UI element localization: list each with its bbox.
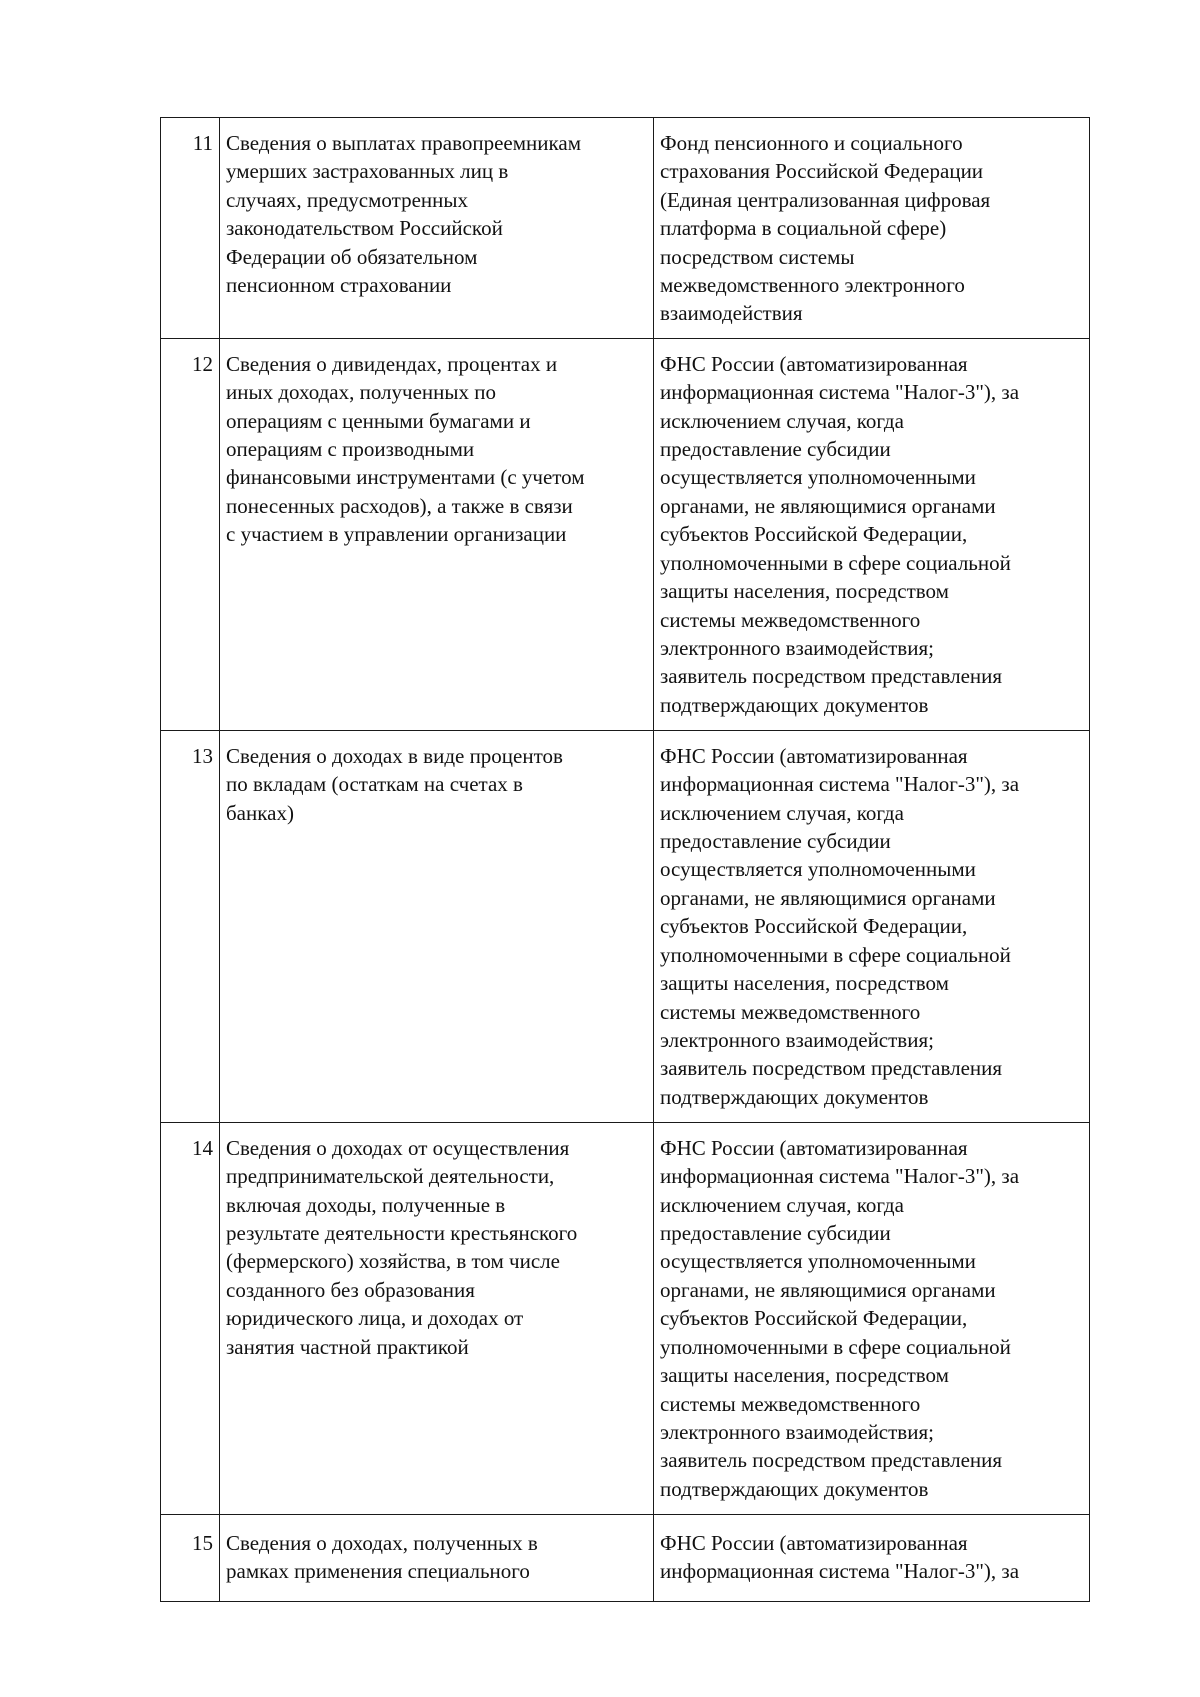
row-number-cell (161, 1514, 220, 1601)
table-row (161, 1514, 1090, 1601)
description-cell (220, 730, 654, 1122)
row-number: 14 (192, 1135, 213, 1160)
row-source: ФНС России (автоматизированная информационная система "Налог-3"), за исключением случая, когда предоставление субсидии осуществляется уполномоченными органами, не являющимися органами субъектов Российской Федерации, уполномоченными в сфере социальной защиты населения, посредством системы межведомственного электронного взаимодействия; заявитель посредством представления подтверждающих документов (660, 1135, 1020, 1501)
row-number-cell (161, 730, 220, 1122)
source-cell (654, 1514, 1090, 1601)
table-row (161, 338, 1090, 730)
row-source: ФНС России (автоматизированная информационная система "Налог-3"), за (660, 1530, 1020, 1584)
description-cell (220, 338, 654, 730)
row-number: 13 (192, 743, 213, 768)
data-sources-table (160, 117, 1090, 1602)
row-number-cell (161, 338, 220, 730)
table-row (161, 1122, 1090, 1514)
row-description: Сведения о доходах, полученных в рамках применения специального (226, 1530, 538, 1584)
row-source: Фонд пенсионного и социального страхования Российской Федерации (Единая централизованная цифровая платформа в социальной сфере) посредством системы межведомственного электронного взаимодействия (660, 131, 991, 326)
description-cell (220, 118, 654, 339)
row-description: Сведения о доходах от осуществления предпринимательской деятельности, включая доходы, полученные в результате деятельности крестьянского (фермерского) хозяйства, в том числе созданного без образования юридического лица, и доходах от занятия частной практикой (226, 1135, 578, 1359)
row-source: ФНС России (автоматизированная информационная система "Налог-3"), за исключением случая, когда предоставление субсидии осуществляется уполномоченными органами, не являющимися органами субъектов Российской Федерации, уполномоченными в сфере социальной защиты населения, посредством системы межведомственного электронного взаимодействия; заявитель посредством представления подтверждающих документов (660, 743, 1020, 1109)
row-description: Сведения о дивидендах, процентах и иных доходах, полученных по операциям с ценными бумагами и операциям с производными финансовыми инструментами (с учетом понесенных расходов), а также в связи с участием в управлении организации (226, 351, 585, 547)
row-number-cell (161, 118, 220, 339)
description-cell (220, 1514, 654, 1601)
row-description: Сведения о доходах в виде процентов по вкладам (остаткам на счетах в банках) (226, 743, 563, 825)
row-description: Сведения о выплатах правопреемникам умерших застрахованных лиц в случаях, предусмотренных законодательством Российской Федерации об обязательном пенсионном страховании (226, 131, 581, 298)
row-source: ФНС России (автоматизированная информационная система "Налог-3"), за исключением случая, когда предоставление субсидии осуществляется уполномоченными органами, не являющимися органами субъектов Российской Федерации, уполномоченными в сфере социальной защиты населения, посредством системы межведомственного электронного взаимодействия; заявитель посредством представления подтверждающих документов (660, 351, 1020, 717)
source-cell (654, 338, 1090, 730)
source-cell (654, 730, 1090, 1122)
row-number: 12 (192, 351, 213, 376)
row-number: 11 (192, 131, 213, 155)
description-cell (220, 1122, 654, 1514)
row-number: 15 (192, 1530, 213, 1555)
source-cell (654, 1122, 1090, 1514)
row-number-cell (161, 1122, 220, 1514)
table-row (161, 118, 1090, 339)
source-cell (654, 118, 1090, 339)
table-row (161, 730, 1090, 1122)
